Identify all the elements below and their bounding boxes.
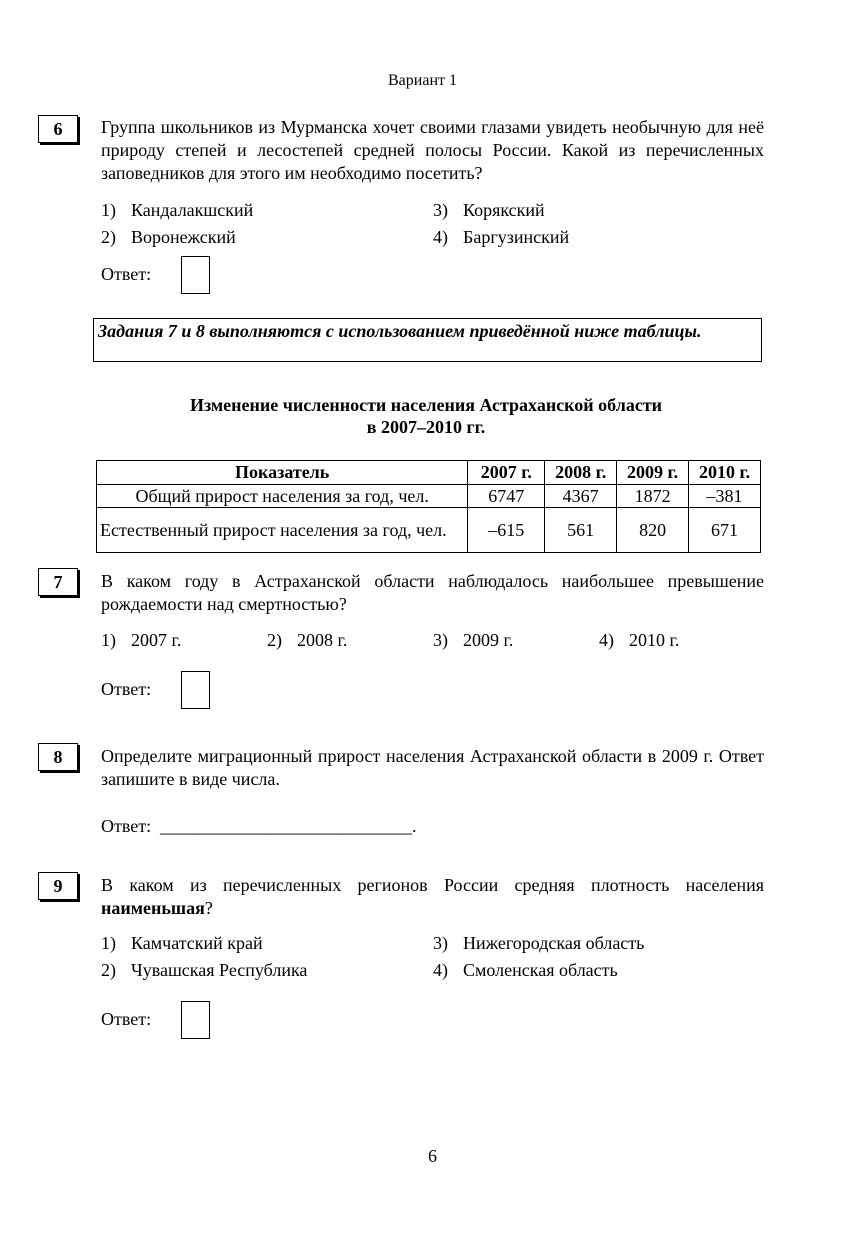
option-number: 1): [101, 933, 116, 953]
option-number: 4): [599, 630, 614, 650]
question-6-option-1: [101, 199, 253, 221]
cell-value: 1872: [617, 485, 689, 508]
cell-value: 4367: [545, 485, 617, 508]
header-indicator: Показатель: [97, 461, 468, 485]
option-number: 2): [101, 960, 116, 980]
question-9-emphasis: наименьшая: [101, 898, 205, 918]
question-6-answer-label: Ответ:: [101, 264, 152, 284]
table-title: [0, 394, 845, 438]
table-row: [97, 508, 761, 553]
option-label: Чувашская Республика: [131, 960, 308, 980]
question-9-number: 9: [38, 872, 78, 900]
row-indicator: Общий прирост населения за год, чел.: [97, 485, 468, 508]
cell-value: 671: [689, 508, 761, 553]
question-6-option-3: [433, 199, 545, 221]
question-9-option-4: [433, 959, 618, 981]
question-6-option-2: [101, 226, 236, 248]
question-9-option-2: [101, 959, 307, 981]
question-7-number: 7: [38, 568, 78, 596]
question-6-answer-box[interactable]: [181, 256, 210, 294]
question-6-number: 6: [38, 115, 78, 143]
cell-value: –381: [689, 485, 761, 508]
question-7-option-3: [433, 629, 513, 651]
question-9-answer-label: Ответ:: [101, 1009, 152, 1029]
option-number: 4): [433, 960, 448, 980]
option-number: 1): [101, 200, 116, 220]
page-number: 6: [428, 1146, 437, 1166]
population-table: [96, 460, 761, 553]
tasks-note: Задания 7 и 8 выполняются с использованием приведённой ниже таблицы.: [93, 318, 762, 362]
question-7-answer-box[interactable]: [181, 671, 210, 709]
question-8-number: 8: [38, 743, 78, 771]
option-number: 4): [433, 227, 448, 247]
table-row: [97, 485, 761, 508]
question-7-option-2: [267, 629, 347, 651]
option-number: 2): [267, 630, 282, 650]
option-label: Воронежский: [131, 227, 236, 247]
question-9-option-1: [101, 932, 263, 954]
option-label: Смоленская область: [463, 960, 618, 980]
option-label: Баргузинский: [463, 227, 570, 247]
cell-value: 561: [545, 508, 617, 553]
option-label: Нижегородская область: [463, 933, 645, 953]
option-label: Кандалакшский: [131, 200, 254, 220]
question-9-option-3: [433, 932, 644, 954]
variant-header: Вариант 1: [388, 72, 457, 89]
header-2009: 2009 г.: [617, 461, 689, 485]
table-title-line-1: Изменение численности населения Астраханской области: [189, 395, 663, 415]
question-6-text: Группа школьников из Мурманска хочет своими глазами увидеть необычную для неё природу степей и лесостепей средней полосы России. Какой из перечисленных заповедников для этого им необходимо посетить?: [101, 117, 764, 183]
question-6-option-4: [433, 226, 569, 248]
question-9-text-start: В каком из перечисленных регионов России средняя плотность населения: [101, 875, 764, 895]
question-7-text: В каком году в Астраханской области наблюдалось наибольшее превышение рождаемости над смертностью?: [101, 571, 764, 614]
header-2008: 2008 г.: [545, 461, 617, 485]
cell-value: 820: [617, 508, 689, 553]
option-number: 3): [433, 200, 448, 220]
option-label: 2008 г.: [297, 630, 348, 650]
option-number: 1): [101, 630, 116, 650]
option-label: 2009 г.: [463, 630, 514, 650]
question-7-option-4: [599, 629, 679, 651]
option-number: 3): [433, 630, 448, 650]
question-9-answer-box[interactable]: [181, 1001, 210, 1039]
option-number: 3): [433, 933, 448, 953]
question-7-answer-label: Ответ:: [101, 679, 152, 699]
question-8-text: Определите миграционный прирост населения Астраханской области в 2009 г. Ответ запишите в виде числа.: [101, 746, 764, 789]
header-2007: 2007 г.: [468, 461, 545, 485]
option-label: 2010 г.: [629, 630, 680, 650]
option-label: 2007 г.: [131, 630, 182, 650]
question-9-text: [101, 874, 764, 920]
option-label: Камчатский край: [131, 933, 263, 953]
question-8-answer-label: Ответ:: [101, 816, 152, 836]
question-8-answer-line[interactable]: ____________________________.: [160, 816, 417, 836]
row-indicator: Естественный прирост населения за год, чел.: [97, 508, 468, 553]
table-title-line-2: в 2007–2010 гг.: [366, 417, 486, 437]
cell-value: 6747: [468, 485, 545, 508]
question-9-text-end: ?: [204, 898, 213, 918]
header-2010: 2010 г.: [689, 461, 761, 485]
option-label: Корякский: [463, 200, 545, 220]
option-number: 2): [101, 227, 116, 247]
question-7-option-1: [101, 629, 181, 651]
cell-value: –615: [468, 508, 545, 553]
